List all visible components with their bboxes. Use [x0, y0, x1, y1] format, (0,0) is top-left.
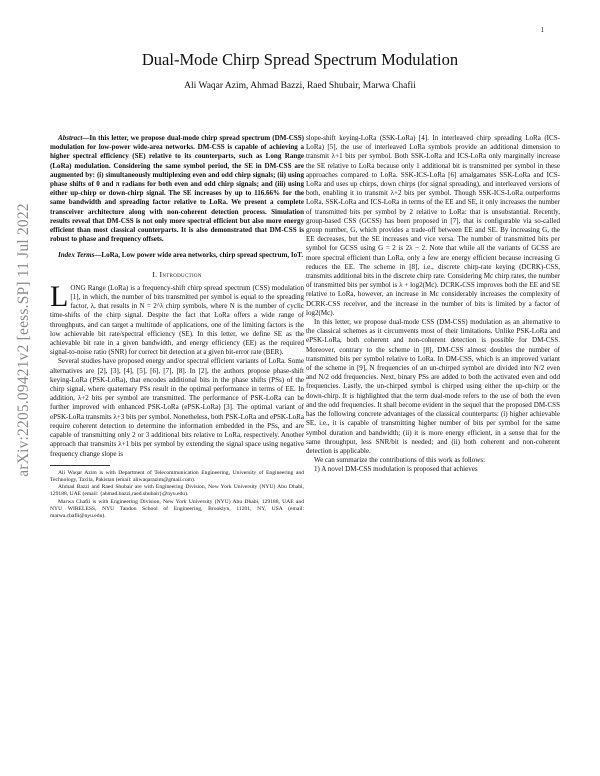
right-column	[306, 134, 560, 475]
index-terms-text: —LoRa, Low power wide area networks, chirp spread spectrum, IoT.	[94, 251, 304, 260]
index-terms	[50, 251, 304, 260]
footnote-affiliation-2: Ahmad Bazzi and Raed Shubair are with Engineering Division, New York University (NYU) Abu Dhabi, 129188, UAE (email: {ahmad.bazzi,raed.shubair}@nyu.edu).	[50, 484, 304, 498]
abstract-label: Abstract	[58, 134, 83, 142]
paper-title: Dual-Mode Chirp Spread Spectrum Modulation	[141, 50, 459, 69]
abstract-text: —In this letter, we propose dual-mode chirp spread spectrum (DM-CSS) modulation for low-power wide-area networks. DM-CSS is capable of achieving a higher spectral efficiency (SE) relative to its counterparts, such as Long Range (LoRa) modulation. Considering the same symbol period, the SE in DM-CSS are augmented by: (i) simultaneously multiplexing even and odd chirp signals; (ii) using phase shifts of 0 and π radians for both even and odd chirp signals; and (iii) using either up-chirp or down-chirp signal. The SE increases by up to 116.66% for the same bandwidth and spreading factor relative to LoRa. We present a complete transceiver architecture along with non-coherent detection process. Simulation results reveal that DM-CSS is not only more spectral efficient but also more energy efficient than most classical counterparts. It is also demonstrated that DM-CSS is robust to phase and frequency offsets.	[50, 134, 304, 244]
footnote-affiliation-3: Marwa Chafii is with Engineering Division, New York University (NYU) Abu Dhabi, 129188, UAE and NYU WIRELESS, NYU Tandon School of Engineering, Brooklyn, 11201, NY, USA (email: marwa.chafii@nyu.edu).	[50, 498, 304, 519]
body-paragraph-contributions: We can summarize the contributions of this work as follows:	[314, 456, 486, 465]
index-terms-label: Index Terms	[58, 251, 95, 260]
intro-paragraph-1	[50, 279, 304, 358]
footnote-rule	[50, 465, 110, 466]
section-heading-introduction: I. Introduction	[152, 269, 202, 279]
author-list: Ali Waqar Azim, Ahmad Bazzi, Raed Shubair, Marwa Chafii	[184, 81, 416, 91]
body-paragraph-proposal: In this letter, we propose dual-mode CSS (DM-CSS) modulation as an alternative to the classical schemes as it circumvents most of their limitations. Unlike PSK-LoRa and ePSK-LoRa, both coherent and non-coherent detection is possible for DM-CSS. Moreover, contrary to the scheme in [8], DM-CSS almost doubles the number of transmitted bits per symbol relative to LoRa. In DM-CSS, which is an improved variant of the scheme in [9], N frequencies of an un-chirped symbol are divided into N/2 even and N/2 odd frequencies. Next, binary PSs are added to both the activated even and odd frequencies. Lastly, the un-chirped symbol is chirped using either the up-chirp or the down-chirp. It is highlighted that the term dual-mode refers to the use of both the even and the odd frequencies. It shall become evident in the sequel that the proposed DM-CSS has the following concrete advantages of the classical counterparts: (i) higher achievable SE, i.e., it is capable of transmitting higher number of bits per symbol for the same symbol duration and bandwidth; (ii) it is more energy efficient, in a sense that for the same throughput, less SNR/bit is needed; and (ii) both coherent and non-coherent detection is applicable.	[306, 318, 560, 455]
page-number: 1	[540, 26, 544, 34]
contribution-item-1: 1) A novel DM-CSS modulation is proposed that achieves	[314, 465, 478, 474]
footnote-affiliation-1: Ali Waqar Azim is with Department of Telecommunication Engineering, University of Engineering and Technology, Taxila, Pakistan (email: aliwaqarazim@gmail.com).	[50, 469, 304, 483]
arxiv-stamp-text: arXiv:2205.09421v2 [eess.SP] 11 Jul 2022	[15, 203, 32, 477]
intro-paragraph-2: Several studies have proposed energy and/or spectral efficient variants of LoRa. Some alternatives are [2], [3], [4], [5], [6], [7], [8]. In [2], the authors propose phase-shift keying-LoRa (PSK-LoRa), that encodes additional bits in the phase shifts (PSs) of the chirp signal, where quaternary PSs result in the optimal performance in terms of EE. In addition, λ+2 bits per symbol are transmitted. The performance of PSK-LoRa can be further improved with enhanced PSK-LoRa (ePSK-LoRa) [3]. The optimal variant of ePSK-LoRa transmits λ+3 bits per symbol. Nonetheless, both PSK-LoRa and ePSK-LoRa require coherent detection to determine the information embedded in the PSs, and are capable of transmitting only 2 or 3 additional bits relative to LoRa, respectively. Another approach that transmits λ+1 bits per symbol by extending the signal space using negative frequency change slope is	[50, 357, 305, 458]
drop-cap: L	[50, 279, 69, 313]
body-paragraph-continued: slope-shift keying-LoRa (SSK-LoRa) [4]. In interleaved chirp spreading LoRa (ICS-LoRa) [5], the use of interleaved LoRa symbols provide an additional dimension to transmit λ+1 bits per symbol. Both SSK-LoRa and ICS-LoRa only marginally increase the SE relative to LoRa because only 1 additional bit is transmitted per symbol in these approaches compared to LoRa. SSK-ICS-LoRa [6] amalgamates SSK-LoRa and ICS-LoRa and uses up chirps, down chirps (for signal spreading), and interleaved versions of both, enabling it to transmit λ+2 bits per symbol. Though SSK-ICS-LoRa outperforms LoRa, SSK-LoRa and ICS-LoRa in terms of the EE and SE, it only increases the number of transmitted bits per symbol by 2 relative to LoRa: that is unsubstantial. Recently, group-based CSS (GCSS) has been proposed in [7], that is configurable via so-called group number, G, which provides a trade-off between EE and SE. By increasing G, the EE decreases, but the SE increases and vice versa. The number of transmitted bits per symbol for GCSS using G = 2 is 2λ − 2. Note that while all the variants of GCSS are more spectral efficient than LoRa, only a few are energy efficient because increasing G reduces the EE. The scheme in [8], i.e., discrete chirp-rate keying (DCRK)-CSS, transmits additional bits in the discrete chirp rate. Considering Mc chirp rates, the number of transmitted bits per symbol is λ + log2(Mc). DCRK-CSS improves both the EE and SE relative to LoRa, however, an increase in Mc considerably increases the complexity of DCRK-CSS receiver, and the increase in the number of bits is limited by a factor of log2(Mc).	[306, 134, 560, 317]
left-column	[50, 134, 304, 520]
arxiv-stamp	[4, 130, 44, 550]
intro-paragraph-1-text: ONG Range (LoRa) is a frequency-shift chirp spread spectrum (CSS) modulation [1], in which, the number of bits transmitted per symbol is equal to the spreading factor, λ, that results in N = 2^λ chirp symbols, where N is the number of cyclic time-shifts of the chirp signal. Despite the fact that LoRa offers a wide range of throughputs, and can target a multitude of applications, one of the limiting factors is the low achievable bit rate/spectral efficiency (SE). In this letter, we define SE as the achievable bit rate in a given bandwidth, and energy efficiency (EE) as the required signal-to-noise ratio (SNR) for correct bit detection at a given bit-error rate (BER).	[50, 283, 304, 357]
abstract	[50, 134, 304, 244]
